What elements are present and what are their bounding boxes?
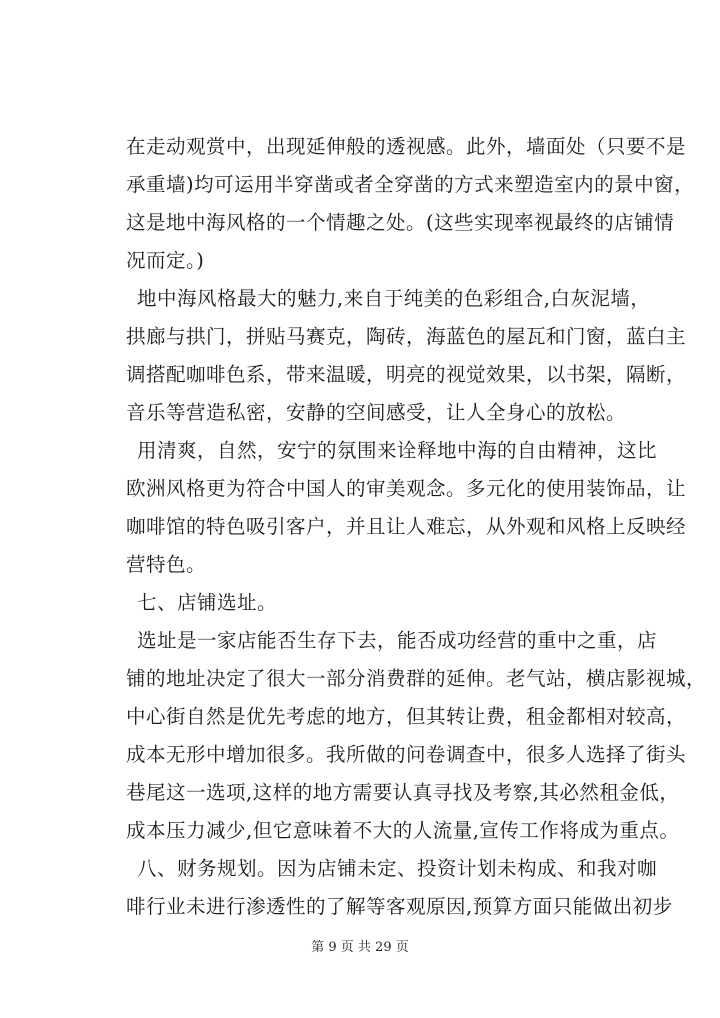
text-line: 啡行业未进行渗透性的了解等客观原因,预算方面只能做出初步: [126, 895, 673, 918]
text-line: 成本压力减少,但它意味着不大的人流量,宣传工作将成为重点。: [126, 819, 680, 842]
text-line: 调搭配咖啡色系，带来温暖，明亮的视觉效果，以书架，隔断，: [126, 363, 687, 386]
page-footer: [0, 936, 720, 955]
text-line: 铺的地址决定了很大一部分消费群的延伸。老气站，横店影视城，: [126, 667, 707, 690]
text-line: 在走动观赏中，出现延伸般的透视感。此外，墙面处（只要不是: [126, 135, 687, 158]
paragraph-first-line: 地中海风格最大的魅力,来自于纯美的色彩组合,白灰泥墙，: [137, 287, 651, 310]
text-line: 中心街自然是优先考虑的地方，但其转让费，租金都相对较高，: [126, 705, 687, 728]
text-line: 巷尾这一选项,这样的地方需要认真寻找及考察,其必然租金低，: [126, 781, 680, 804]
text-line: 这是地中海风格的一个情趣之处。(这些实现率视最终的店铺情: [126, 211, 675, 234]
paragraph-first-line: 选址是一家店能否生存下去，能否成功经营的重中之重，店: [137, 629, 658, 652]
section-heading: 七、店铺选址。: [137, 591, 278, 614]
body-text: [126, 128, 707, 926]
text-line: 成本无形中增加很多。我所做的问卷调查中，很多人选择了街头: [126, 743, 687, 766]
text-line: 欧洲风格更为符合中国人的审美观念。多元化的使用装饰品，让: [126, 477, 687, 500]
paragraph-first-line: 用清爽，自然，安宁的氛围来诠释地中海的自由精神，这比: [137, 439, 658, 462]
section-heading-paragraph: 八、财务规划。因为店铺未定、投资计划未构成、和我对咖: [137, 857, 658, 880]
text-line: 营特色。: [126, 553, 207, 576]
page-number-label: 第 9 页 共 29 页: [311, 940, 409, 955]
text-line: 承重墙)均可运用半穿凿或者全穿凿的方式来塑造室内的景中窗，: [126, 173, 695, 196]
text-line: 音乐等营造私密，安静的空间感受，让人全身心的放松。: [126, 401, 627, 424]
text-line: 拱廊与拱门，拼贴马赛克，陶砖，海蓝色的屋瓦和门窗，蓝白主: [126, 325, 687, 348]
text-line: 况而定。): [126, 249, 205, 272]
text-line: 咖啡馆的特色吸引客户，并且让人难忘，从外观和风格上反映经: [126, 515, 687, 538]
